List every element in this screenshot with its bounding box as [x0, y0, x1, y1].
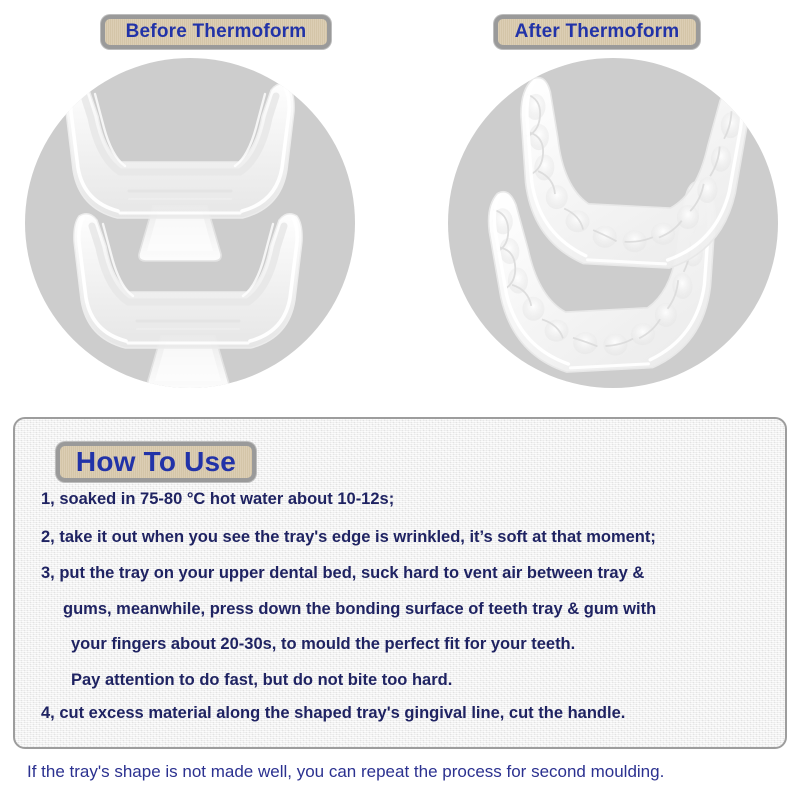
instruction-steps-list — [41, 491, 771, 722]
label-after-thermoform — [494, 15, 700, 49]
image-before-thermoform — [25, 58, 355, 388]
instruction-step-1: 1, soaked in 75-80 °C hot water about 10-12s; — [41, 490, 395, 508]
how-to-use-heading-text: How To Use — [75, 446, 237, 477]
how-to-use-panel — [13, 417, 787, 749]
before-trays-illustration — [25, 58, 355, 388]
instruction-step-3: 3, put the tray on your upper dental bed, suck hard to vent air between tray & — [41, 564, 645, 582]
footer-note: If the tray's shape is not made well, you can repeat the process for second moulding. — [27, 762, 665, 781]
instruction-step-2: 2, take it out when you see the tray's edge is wrinkled, it’s soft at that moment; — [41, 527, 656, 546]
instruction-step-3-cont-1: gums, meanwhile, press down the bonding surface of teeth tray & gum with — [63, 599, 657, 618]
how-to-use-heading — [56, 442, 256, 482]
instruction-step-4: 4, cut excess material along the shaped tray's gingival line, cut the handle. — [41, 704, 626, 722]
after-trays-illustration — [448, 58, 778, 388]
label-before-thermoform-text: Before Thermoform — [125, 21, 307, 42]
image-after-thermoform — [448, 58, 778, 388]
instruction-step-3-cont-2: your fingers about 20-30s, to mould the perfect fit for your teeth. — [71, 635, 576, 653]
instruction-step-3-cont-3: Pay attention to do fast, but do not bite too hard. — [71, 670, 453, 689]
label-before-thermoform — [101, 15, 331, 49]
label-after-thermoform-text: After Thermoform — [514, 21, 680, 42]
